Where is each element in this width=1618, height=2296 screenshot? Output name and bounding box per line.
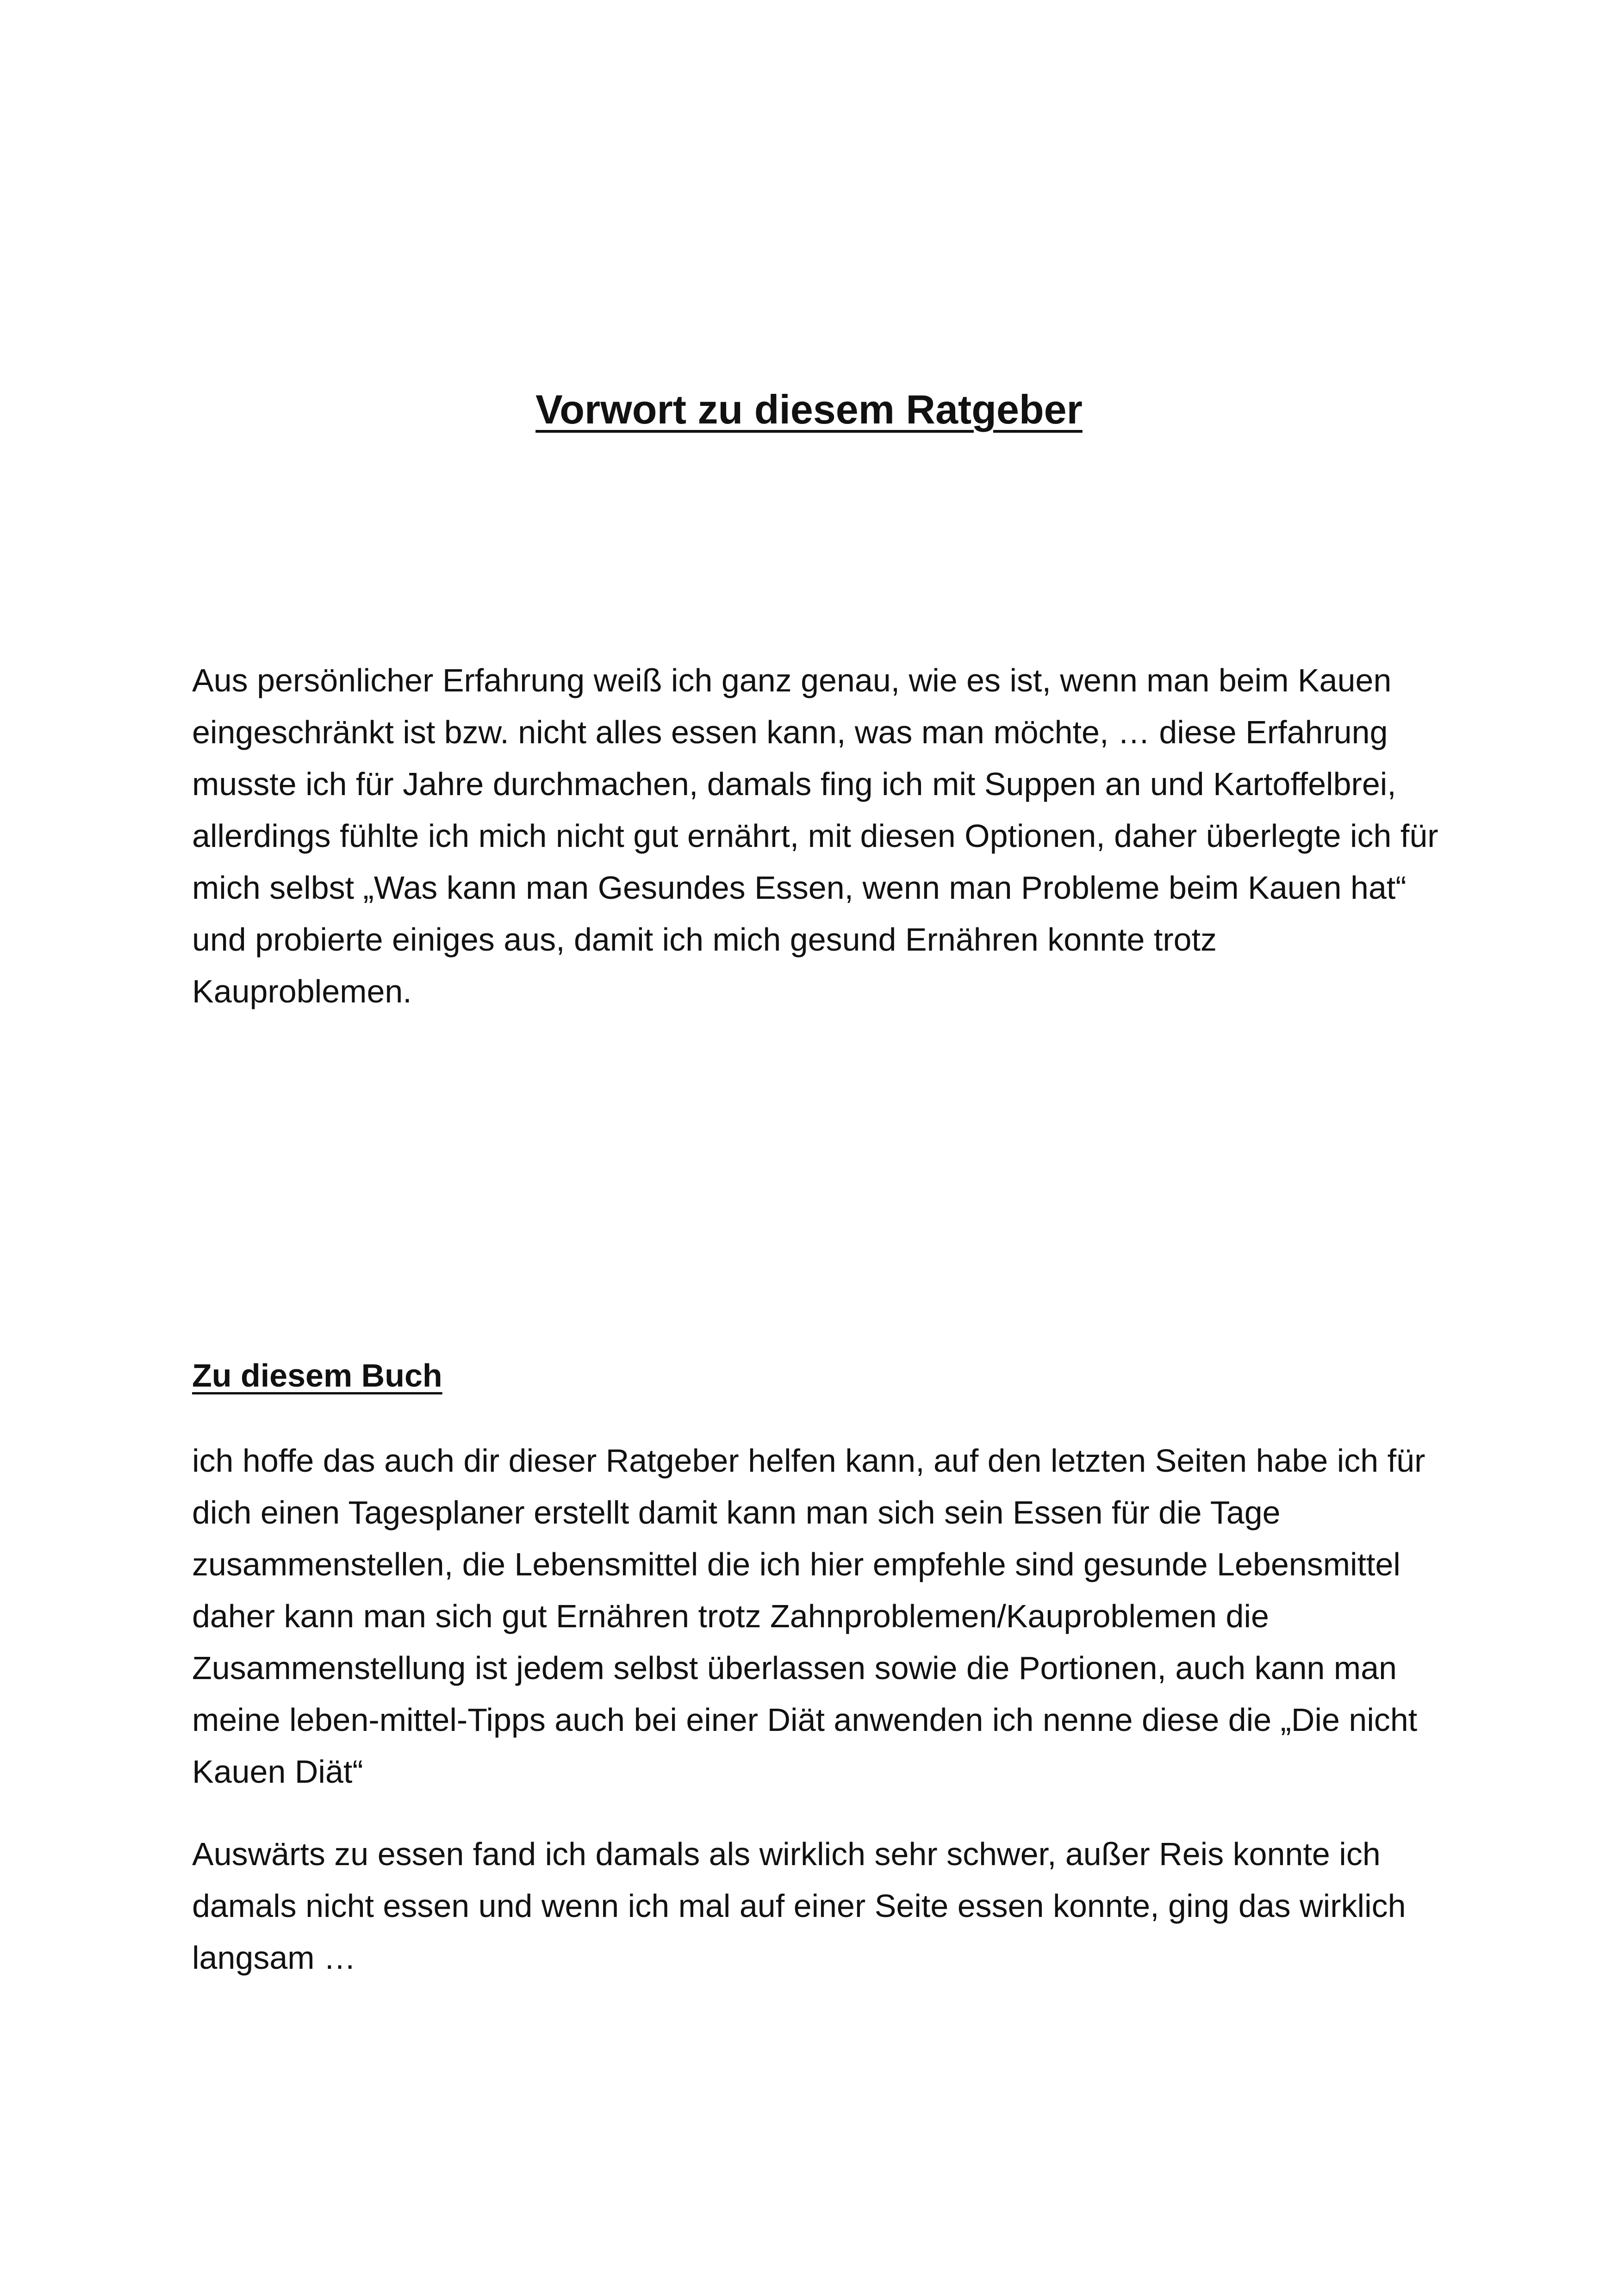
intro-paragraph: Aus persönlicher Erfahrung weiß ich ganz genau, wie es ist, wenn man beim Kauen eingeschränkt ist bzw. nicht alles essen kann, was man möchte, … diese Erfahrung musste ich für Jahre durchmachen, damals fing ich mit Suppen an und Kartoffelbrei, allerdings fühlte ich mich nicht gut ernährt, mit diesen Optionen, daher überlegte ich für mich selbst „Was kann man Gesundes Essen, wenn man Probleme beim Kauen hat“ und probierte einiges aus, damit ich mich gesund Ernähren konnte trotz Kauproblemen. xyxy=(192,662,1438,1009)
page-title: Vorwort zu diesem Ratgeber xyxy=(535,386,1083,432)
section-paragraph-2: Auswärts zu essen fand ich damals als wirklich sehr schwer, außer Reis konnte ich damals nicht essen und wenn ich mal auf einer Seite essen konnte, ging das wirklich langsam … xyxy=(192,1836,1406,1976)
section-heading: Zu diesem Buch xyxy=(192,1357,442,1394)
section-paragraph-1: ich hoffe das auch dir dieser Ratgeber helfen kann, auf den letzten Seiten habe ich für dich einen Tagesplaner erstellt damit kann man sich sein Essen für die Tage zusammenstellen, die Lebensmittel die ich hier empfehle sind gesunde Lebensmittel daher kann man sich gut Ernähren trotz Zahnproblemen/Kauproblemen die Zusammenstellung ist jedem selbst überlassen sowie die Portionen, auch kann man meine leben-mittel-Tipps auch bei einer Diät anwenden ich nenne diese die „Die nicht Kauen Diät“ xyxy=(192,1443,1425,1790)
